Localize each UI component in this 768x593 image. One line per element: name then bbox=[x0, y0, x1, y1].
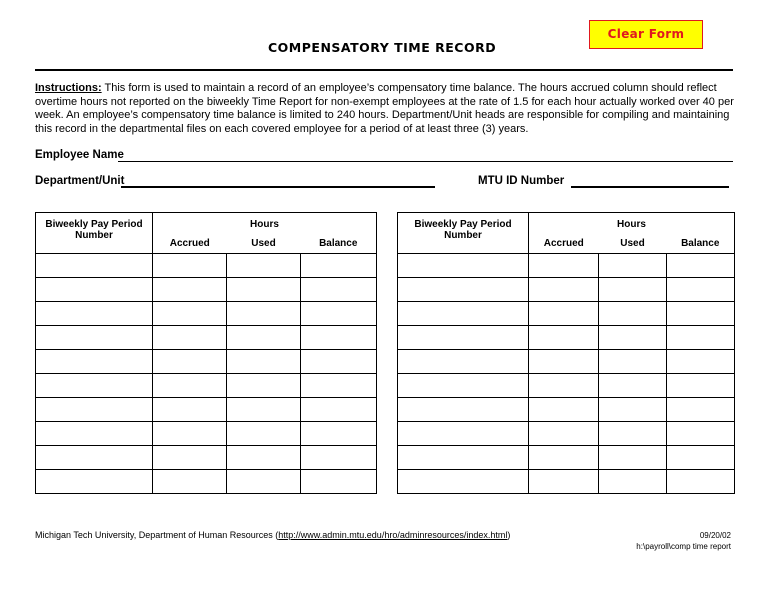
clear-form-button[interactable]: Clear Form bbox=[589, 20, 703, 49]
right-table-body bbox=[398, 254, 735, 494]
balance-header: Balance bbox=[301, 234, 377, 254]
accrued-cell[interactable] bbox=[529, 374, 599, 398]
used-cell[interactable] bbox=[599, 374, 667, 398]
footer-meta bbox=[636, 530, 731, 552]
used-cell[interactable] bbox=[227, 350, 301, 374]
balance-cell[interactable] bbox=[301, 422, 377, 446]
accrued-cell[interactable] bbox=[529, 326, 599, 350]
table-row bbox=[36, 326, 377, 350]
hours-header: Hours bbox=[153, 213, 377, 234]
mtu-id-field[interactable] bbox=[571, 186, 729, 188]
balance-cell[interactable] bbox=[667, 446, 735, 470]
balance-cell[interactable] bbox=[667, 422, 735, 446]
used-cell[interactable] bbox=[599, 302, 667, 326]
period-number-header: Biweekly Pay Period Number bbox=[398, 213, 529, 254]
used-cell[interactable] bbox=[599, 422, 667, 446]
department-unit-label: Department/Unit bbox=[35, 175, 125, 187]
balance-cell[interactable] bbox=[667, 350, 735, 374]
accrued-cell[interactable] bbox=[529, 398, 599, 422]
period-number-cell[interactable] bbox=[398, 278, 529, 302]
used-cell[interactable] bbox=[227, 470, 301, 494]
accrued-cell[interactable] bbox=[529, 350, 599, 374]
period-number-cell[interactable] bbox=[398, 470, 529, 494]
period-number-cell[interactable] bbox=[36, 326, 153, 350]
used-cell[interactable] bbox=[227, 278, 301, 302]
period-number-header: Biweekly Pay Period Number bbox=[36, 213, 153, 254]
accrued-cell[interactable] bbox=[153, 470, 227, 494]
table-row bbox=[398, 422, 735, 446]
accrued-cell[interactable] bbox=[529, 278, 599, 302]
accrued-cell[interactable] bbox=[153, 254, 227, 278]
balance-cell[interactable] bbox=[667, 254, 735, 278]
period-number-cell[interactable] bbox=[36, 446, 153, 470]
period-number-cell[interactable] bbox=[398, 398, 529, 422]
balance-cell[interactable] bbox=[301, 254, 377, 278]
period-number-cell[interactable] bbox=[398, 374, 529, 398]
period-number-cell[interactable] bbox=[36, 278, 153, 302]
period-number-cell[interactable] bbox=[398, 446, 529, 470]
balance-cell[interactable] bbox=[301, 470, 377, 494]
table-row bbox=[36, 302, 377, 326]
used-cell[interactable] bbox=[599, 254, 667, 278]
table-row bbox=[398, 278, 735, 302]
balance-cell[interactable] bbox=[301, 278, 377, 302]
balance-header: Balance bbox=[667, 234, 735, 254]
used-cell[interactable] bbox=[227, 422, 301, 446]
accrued-cell[interactable] bbox=[529, 422, 599, 446]
accrued-cell[interactable] bbox=[529, 254, 599, 278]
accrued-cell[interactable] bbox=[153, 302, 227, 326]
period-number-cell[interactable] bbox=[36, 302, 153, 326]
used-cell[interactable] bbox=[227, 374, 301, 398]
table-row bbox=[36, 422, 377, 446]
accrued-cell[interactable] bbox=[153, 350, 227, 374]
accrued-cell[interactable] bbox=[153, 422, 227, 446]
employee-name-label: Employee Name bbox=[35, 149, 124, 161]
file-path: h:\payroll\comp time report bbox=[636, 542, 731, 551]
period-number-cell[interactable] bbox=[36, 470, 153, 494]
period-number-cell[interactable] bbox=[36, 398, 153, 422]
used-cell[interactable] bbox=[599, 326, 667, 350]
table-row bbox=[36, 470, 377, 494]
used-cell[interactable] bbox=[599, 398, 667, 422]
table-row bbox=[398, 326, 735, 350]
period-number-cell[interactable] bbox=[36, 374, 153, 398]
used-cell[interactable] bbox=[227, 254, 301, 278]
accrued-cell[interactable] bbox=[529, 470, 599, 494]
table-row bbox=[398, 470, 735, 494]
accrued-cell[interactable] bbox=[153, 374, 227, 398]
accrued-cell[interactable] bbox=[153, 446, 227, 470]
used-cell[interactable] bbox=[227, 326, 301, 350]
table-row bbox=[36, 374, 377, 398]
right-time-table bbox=[397, 212, 735, 494]
table-row bbox=[36, 278, 377, 302]
balance-cell[interactable] bbox=[667, 374, 735, 398]
accrued-cell[interactable] bbox=[529, 302, 599, 326]
table-row bbox=[36, 446, 377, 470]
period-number-cell[interactable] bbox=[398, 422, 529, 446]
page-title: COMPENSATORY TIME RECORD bbox=[268, 40, 497, 55]
hours-header: Hours bbox=[529, 213, 735, 234]
used-cell[interactable] bbox=[599, 350, 667, 374]
instructions-text: This form is used to maintain a record of an employee’s compensatory time balance. The hours accrued column should reflect overtime hours not reported on the biweekly Time Report for non-exempt employees at the rate of 1.5 for each hour actually worked over 40 per week. An employee’s compensatory time balance is limited to 240 hours. Department/Unit heads are responsible for compiling and maintaining this record in the departmental files on each covered employee for a period of at least three (3) years. bbox=[35, 82, 734, 135]
instructions-label: Instructions: bbox=[35, 82, 102, 94]
mtu-id-label: MTU ID Number bbox=[478, 175, 565, 187]
table-row bbox=[398, 446, 735, 470]
table-row bbox=[36, 254, 377, 278]
footer-credit: Michigan Tech University, Department of Human Resources (http://www.admin.mtu.edu/hro/adminresources/index.html) bbox=[35, 530, 511, 540]
balance-cell[interactable] bbox=[667, 398, 735, 422]
balance-cell[interactable] bbox=[667, 278, 735, 302]
table-row bbox=[398, 302, 735, 326]
balance-cell[interactable] bbox=[301, 398, 377, 422]
balance-cell[interactable] bbox=[301, 302, 377, 326]
balance-cell[interactable] bbox=[301, 446, 377, 470]
table-row bbox=[36, 398, 377, 422]
accrued-cell[interactable] bbox=[153, 278, 227, 302]
used-cell[interactable] bbox=[599, 278, 667, 302]
period-number-cell[interactable] bbox=[398, 254, 529, 278]
balance-cell[interactable] bbox=[301, 374, 377, 398]
used-cell[interactable] bbox=[227, 398, 301, 422]
hr-resources-link[interactable]: http://www.admin.mtu.edu/hro/adminresources/index.html bbox=[278, 530, 508, 540]
period-number-cell[interactable] bbox=[398, 326, 529, 350]
instructions-paragraph bbox=[35, 82, 735, 136]
accrued-header: Accrued bbox=[529, 234, 599, 254]
table-row bbox=[36, 350, 377, 374]
period-number-cell[interactable] bbox=[36, 422, 153, 446]
balance-cell[interactable] bbox=[667, 326, 735, 350]
balance-cell[interactable] bbox=[667, 470, 735, 494]
accrued-cell[interactable] bbox=[153, 326, 227, 350]
accrued-cell[interactable] bbox=[153, 398, 227, 422]
table-row bbox=[398, 350, 735, 374]
accrued-header: Accrued bbox=[153, 234, 227, 254]
department-unit-field[interactable] bbox=[121, 186, 435, 188]
balance-cell[interactable] bbox=[301, 350, 377, 374]
employee-name-field[interactable] bbox=[118, 161, 733, 162]
table-row bbox=[398, 254, 735, 278]
period-number-cell[interactable] bbox=[36, 254, 153, 278]
period-number-cell[interactable] bbox=[398, 350, 529, 374]
used-cell[interactable] bbox=[227, 302, 301, 326]
period-number-cell[interactable] bbox=[36, 350, 153, 374]
table-row bbox=[398, 398, 735, 422]
table-row bbox=[398, 374, 735, 398]
title-divider bbox=[35, 69, 733, 71]
left-table-body bbox=[36, 254, 377, 494]
used-cell[interactable] bbox=[227, 446, 301, 470]
balance-cell[interactable] bbox=[301, 326, 377, 350]
period-number-cell[interactable] bbox=[398, 302, 529, 326]
left-time-table bbox=[35, 212, 377, 494]
used-cell[interactable] bbox=[599, 470, 667, 494]
used-header: Used bbox=[599, 234, 667, 254]
used-header: Used bbox=[227, 234, 301, 254]
accrued-cell[interactable] bbox=[529, 446, 599, 470]
balance-cell[interactable] bbox=[667, 302, 735, 326]
revision-date: 09/20/02 bbox=[699, 531, 731, 540]
used-cell[interactable] bbox=[599, 446, 667, 470]
